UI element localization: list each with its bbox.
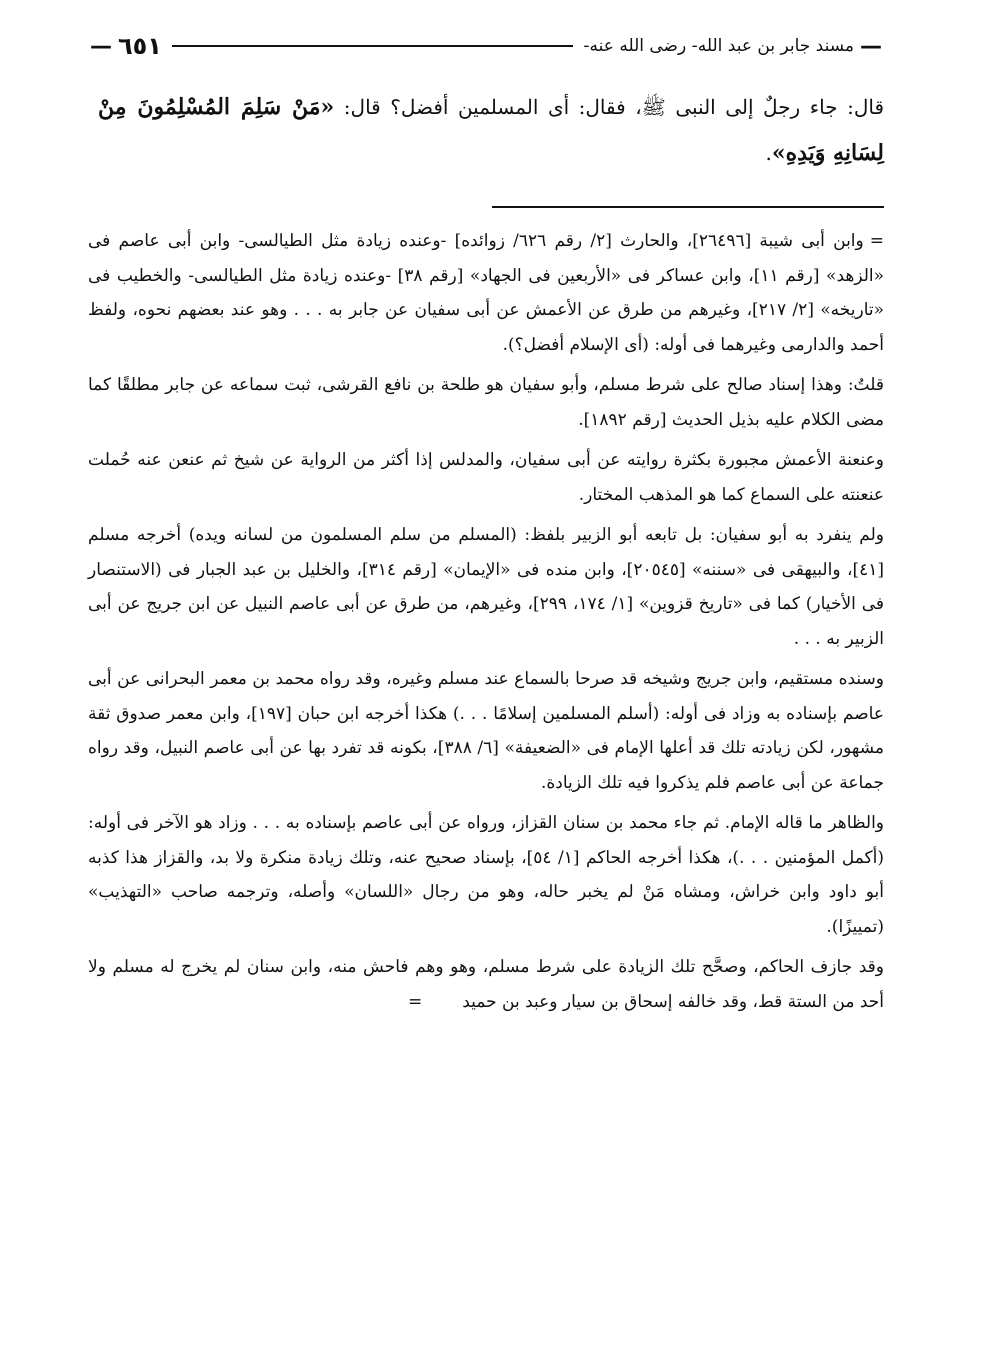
running-title: مسند جابر بن عبد الله- رضى الله عنه- (583, 36, 854, 56)
footnote-paragraph-1 (88, 224, 884, 362)
footnote-paragraph-2: قلتُ: وهذا إسناد صالح على شرط مسلم، وأبو سفيان هو طلحة بن نافع القرشى، ثبت سماعه عن جابر مطلقًا كما مضى الكلام عليه بذيل الحديث [رقم ١٨٩٢]. (88, 375, 884, 430)
footnote-paragraph-7 (88, 950, 884, 1019)
running-header (88, 28, 884, 64)
header-rule (172, 45, 573, 47)
footnote-paragraph-5: وسنده مستقيم، وابن جريج وشيخه قد صرحا بالسماع عند مسلم وغيره، وقد رواه محمد بن معمر البحرانى عن أبى عاصم بإسناده به وزاد فى أوله: (أسلم المسلمين إسلامًا . . .) هكذا أخرجه ابن حبان [١٩٧]، وابن معمر صدوق ثقة مشهور، لكن زيادته تلك قد أعلها الإمام فى «الضعيفة» [٦/ ٣٨٨]، بكونه قد تفرد بها عن أبى عاصم النبيل، وقد رواه جماعة عن أبى عاصم فلم يذكروا فيه تلك الزيادة. (88, 669, 884, 793)
main-end: . (765, 141, 772, 165)
header-dash-left: — (90, 33, 112, 59)
footnote-paragraph-3: وعنعنة الأعمش مجبورة بكثرة روايته عن أبى سفيان، والمدلس إذا أكثر من الرواية عن شيخ ثم عنعن عنه حُملت عنعنته على السماع كما هو المذهب المختار. (88, 450, 884, 505)
footnote-paragraph-4: ولم ينفرد به أبو سفيان: بل تابعه أبو الزبير بلفظ: (المسلم من سلم المسلمون من لسانه ويده) أخرجه مسلم [٤١]، والبيهقى فى «سننه» [٢٠٥٤٥]، وابن منده فى «الإيمان» [رقم ٣١٤]، والخليل بن عبد الجبار فى (الاستنصار فى الأخيار) كما فى «تاريخ قزوين» [١/ ١٧٤، ٢٩٩]، وغيرهم، من طرق عن أبى عاصم النبيل عن ابن جريج عن أبى الزبير به . . . (88, 525, 885, 649)
continuation-mark: = (869, 231, 884, 251)
footnote-paragraph-7-text: وقد جازف الحاكم، وصحَّح تلك الزيادة على شرط مسلم، وهو وهم فاحش منه، وابن سنان لم يخرج له مسلم ولا أحد من الستة قط، وقد خالفه إسحاق بن سيار وعبد بن حميد (88, 957, 884, 1012)
header-dash-right: — (860, 33, 882, 59)
footnote-paragraph-1-text: وابن أبى شيبة [٢٦٤٩٦]، والحارث [٢/ رقم ٦٢٦/ زوائده] -وعنده زيادة مثل الطيالسى- وابن أبى عاصم فى «الزهد» [رقم ١١]، وابن عساكر فى «الأربعين فى الجهاد» [رقم ٣٨] -وعنده زيادة مثل الطيالسى- والخطيب فى «تاريخه» [٢/ ٢١٧]، وغيرهم من طرق عن الأعمش عن أبى سفيان عن جابر به . . . وهو عند بعضهم نحوه، ولفظ أحمد والدارمى وغيرهما فى أوله: (أى الإسلام أفضل؟). (88, 231, 885, 355)
main-text (98, 84, 884, 176)
page-number: ٦٥١ (118, 32, 162, 60)
footnote-divider (492, 206, 884, 208)
footnotes (88, 224, 884, 1025)
end-continuation-mark: = (407, 991, 423, 1012)
hadith-text: «مَنْ سَلِمَ المُسْلِمُونَ مِنْ لِسَانِهِ وَيَدِهِ» (98, 94, 884, 166)
footnote-paragraph-6: والظاهر ما قاله الإمام. ثم جاء محمد بن سنان القزاز، ورواه عن أبى عاصم بإسناده به . . . وزاد هو الآخر فى أوله: (أكمل المؤمنين . . .)، هكذا أخرجه الحاكم [١/ ٥٤]، بإسناد صحيح عنه، وتلك زيادة منكرة ولا بد، والقزاز هذا كذبه أبو داود وابن خراش، ومشاه مَنْ لم يخبر حاله، وهو من رجال «اللسان» وأصله، وترجمه صاحب «التهذيب» (تمييزًا). (88, 813, 884, 937)
main-intro: قال: جاء رجلٌ إلى النبى ﷺ، فقال: أى المسلمين أفضل؟ قال: (343, 95, 885, 119)
